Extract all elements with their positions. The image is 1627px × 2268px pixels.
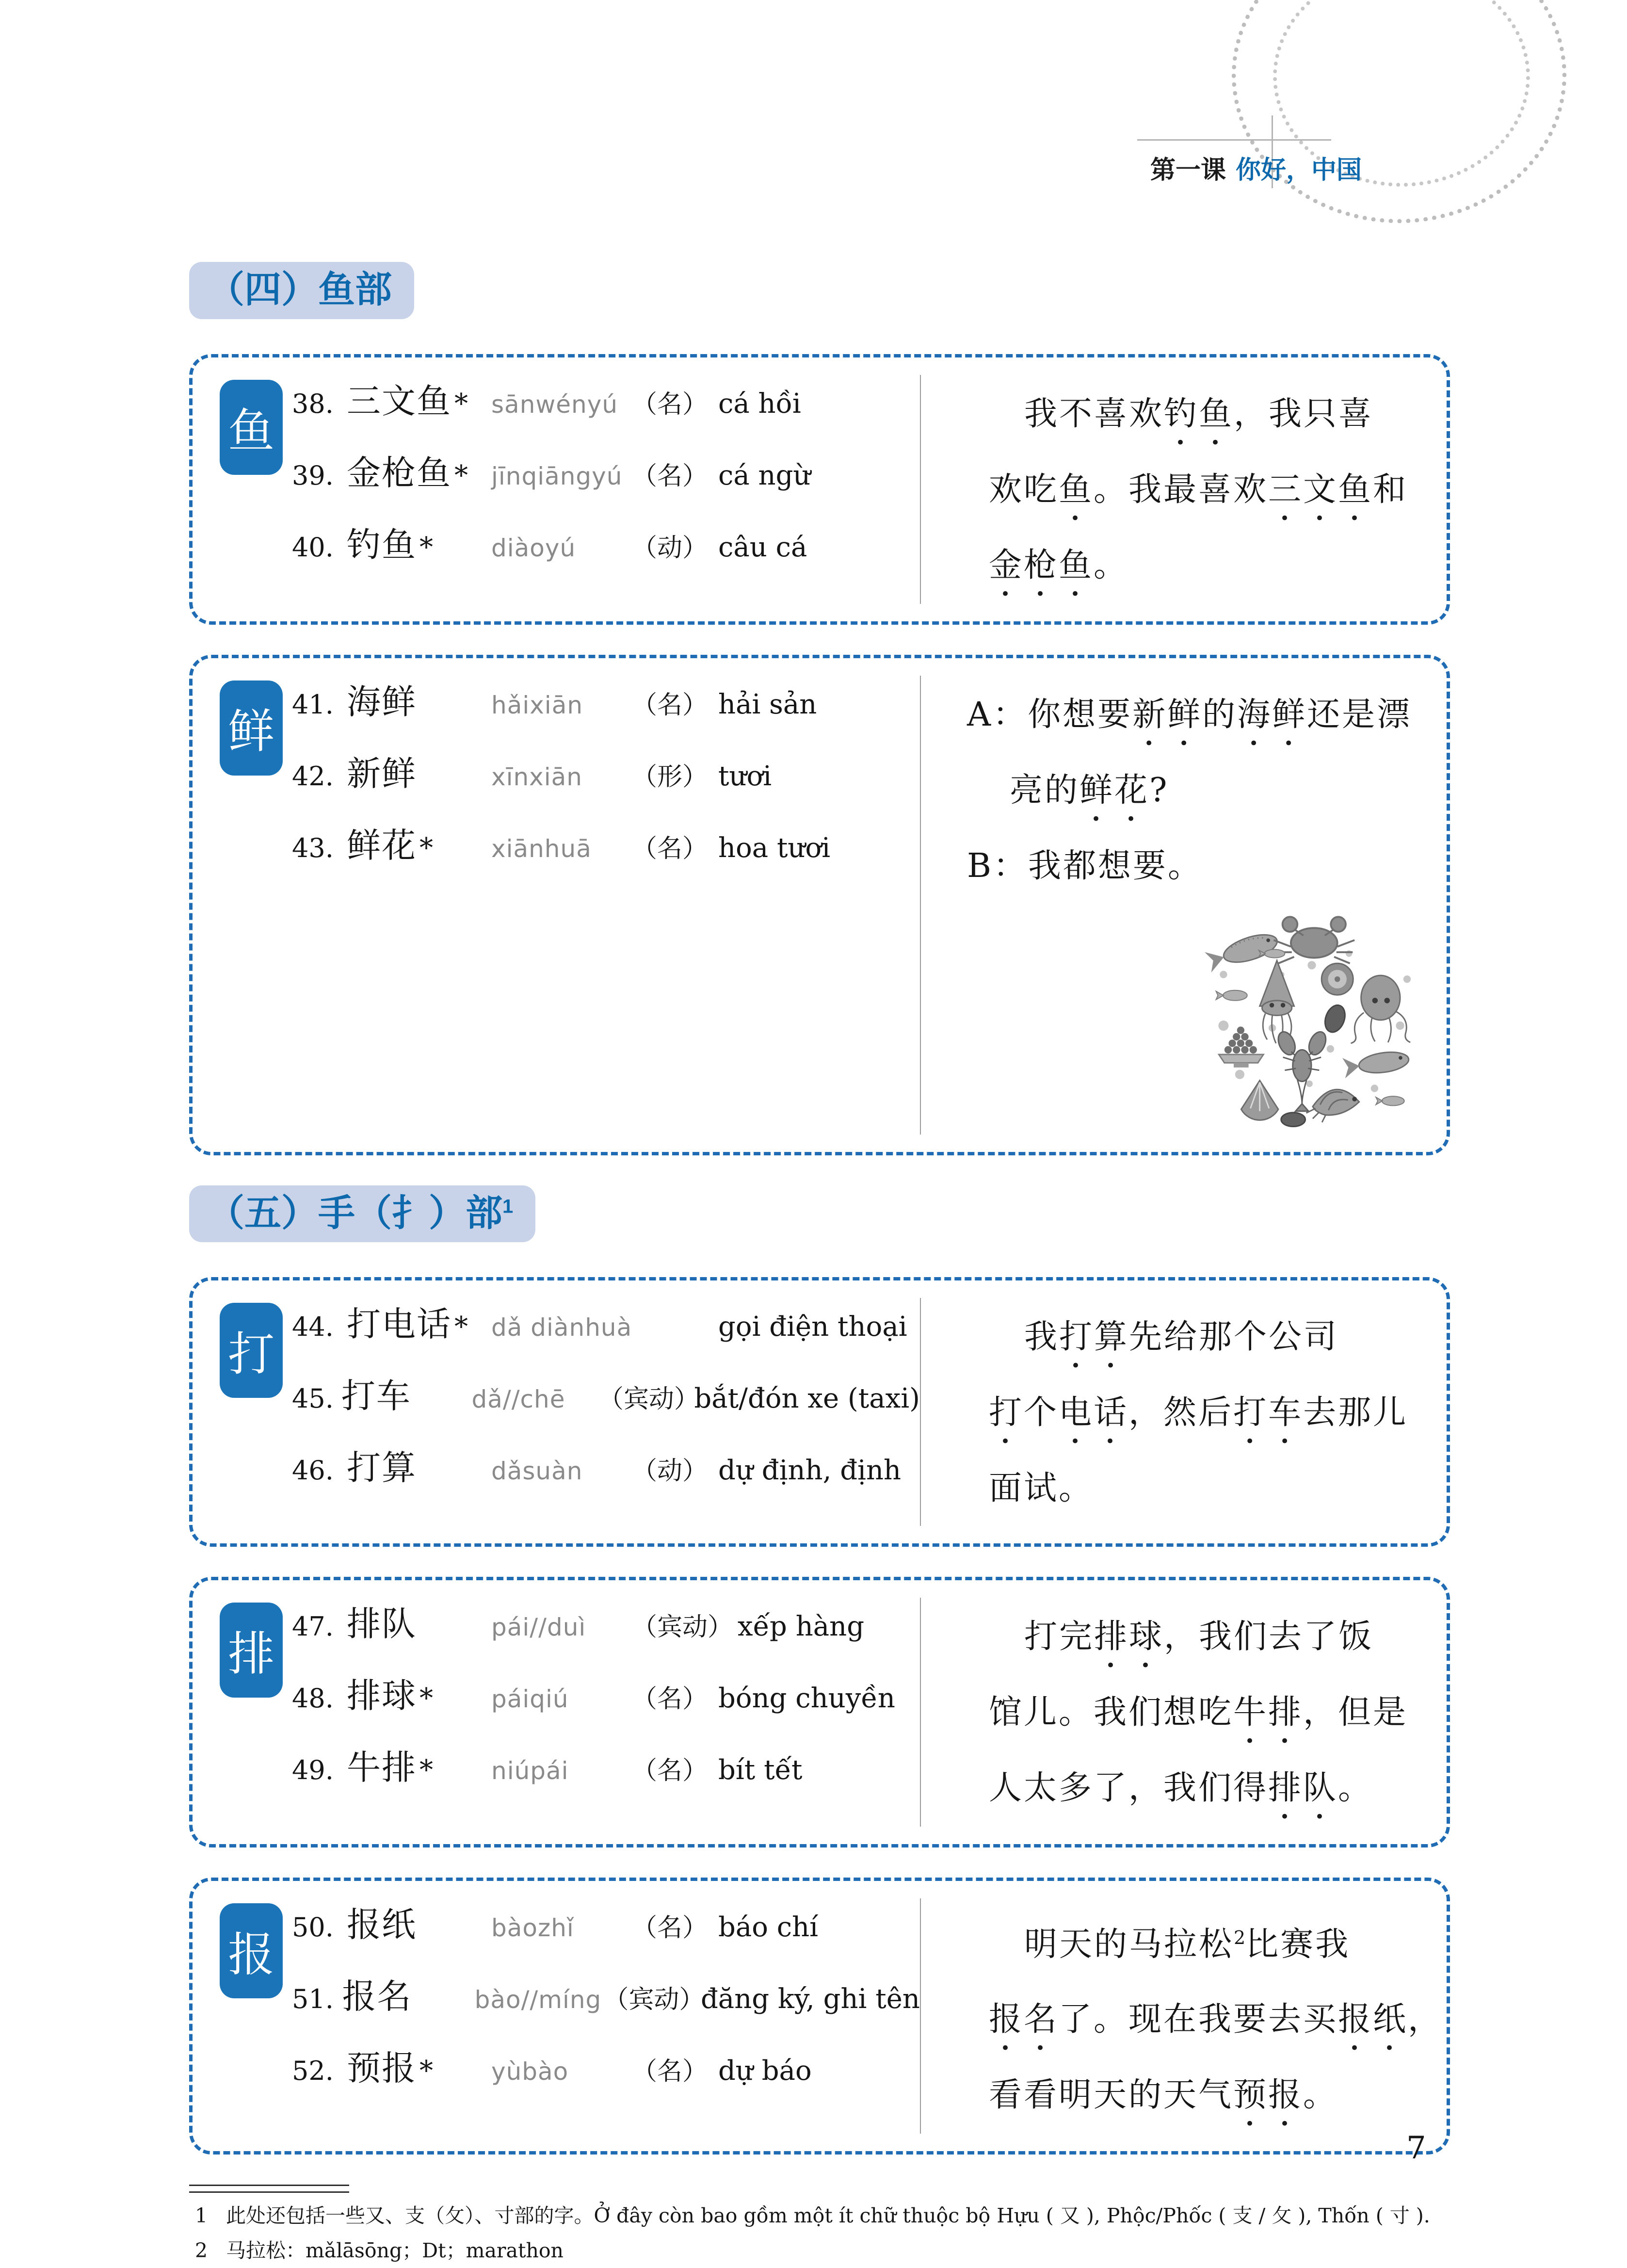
vocab-entry-row xyxy=(292,518,920,589)
example-line xyxy=(967,678,1437,753)
entry-translation: bóng chuyền xyxy=(718,1683,895,1715)
entry-pinyin: páiqiú xyxy=(491,1685,569,1714)
example-segment: 。 xyxy=(1094,546,1129,584)
entry-word-cell xyxy=(347,746,491,795)
entry-word: 钓鱼 xyxy=(347,524,417,565)
entry-word-cell xyxy=(347,675,491,724)
example-segment: ，我只喜 xyxy=(1234,394,1374,433)
example-line xyxy=(989,528,1437,604)
entry-pos: （名） xyxy=(632,1756,708,1786)
emphasized-word: 钓鱼 xyxy=(1164,394,1234,433)
entry-translation: dự định, định xyxy=(718,1455,902,1487)
example-segment: 面试。 xyxy=(989,1469,1094,1508)
vocab-entry-row xyxy=(292,1969,920,2041)
entry-translation: tươi xyxy=(718,760,772,792)
example-segment: 我不喜欢 xyxy=(1024,394,1164,433)
entry-number: 44. xyxy=(292,1312,334,1343)
emphasized-word: 牛排 xyxy=(1233,1693,1304,1732)
entry-number: 39. xyxy=(292,460,334,491)
entry-pinyin: dǎ//chē xyxy=(471,1385,565,1414)
example-segment: 。 xyxy=(1303,2075,1338,2114)
entry-translation: hoa tươi xyxy=(718,832,831,864)
sections-root xyxy=(189,262,1450,2155)
radical-badge: 报 xyxy=(220,1903,283,1998)
emphasized-word: 排队 xyxy=(1268,1769,1338,1808)
entry-number: 50. xyxy=(292,1912,334,1943)
entry-word: 三文鱼 xyxy=(347,381,451,421)
lesson-title: 你好，中国 xyxy=(1236,156,1362,184)
vocab-box xyxy=(189,1577,1450,1847)
vocab-box-example xyxy=(920,1298,1447,1526)
entry-number: 48. xyxy=(292,1683,334,1714)
vocab-box-left xyxy=(193,658,920,1152)
entry-pos: （宾动） xyxy=(598,1385,699,1414)
vocab-entry-row xyxy=(292,1597,920,1669)
example-line xyxy=(989,1376,1437,1451)
entry-word: 预报 xyxy=(347,2048,417,2089)
example-segment: 。 xyxy=(1338,1769,1373,1808)
emphasized-word: 鲜花 xyxy=(1079,771,1150,810)
emphasized-word: 打 xyxy=(989,1393,1024,1432)
entry-pos: （名） xyxy=(632,690,708,720)
footnotes-root xyxy=(189,2198,1450,2268)
entry-pos: （动） xyxy=(632,1457,708,1486)
example-line xyxy=(1010,753,1437,829)
emphasized-word: 报名 xyxy=(989,2000,1059,2039)
vocab-box-left xyxy=(193,1580,920,1844)
entry-number: 52. xyxy=(292,2056,334,2087)
entry-translation: hải sản xyxy=(718,688,817,720)
entry-pos: （形） xyxy=(632,762,708,792)
example-segment: ? xyxy=(1149,771,1169,810)
example-segment: ， xyxy=(1408,2000,1443,2039)
example-segment: 和 xyxy=(1373,470,1408,509)
entry-word-cell xyxy=(347,818,491,867)
example-line xyxy=(989,2058,1443,2134)
entry-word-cell xyxy=(347,1441,491,1490)
lesson-number-label: 第一课 xyxy=(1150,156,1226,184)
vocab-entry-row xyxy=(292,1897,920,1969)
section-label: （四）鱼部 xyxy=(208,269,392,310)
entry-word: 打电话 xyxy=(347,1304,451,1345)
vocab-box-left xyxy=(193,1881,920,2151)
entry-star: * xyxy=(454,459,469,491)
radical-badge: 鱼 xyxy=(220,380,283,475)
radical-badge: 鲜 xyxy=(220,680,283,776)
example-segment: 欢吃 xyxy=(989,470,1059,509)
entry-star: * xyxy=(419,832,434,864)
example-line xyxy=(1024,1600,1437,1675)
entry-number: 46. xyxy=(292,1455,334,1486)
emphasized-word: 海鲜 xyxy=(1237,695,1307,734)
section-header-row xyxy=(189,262,1450,354)
section-footnote-ref: 1 xyxy=(502,1196,514,1217)
vocab-box-left xyxy=(193,357,920,621)
vocab-entry-row xyxy=(292,746,920,818)
vocab-box-example xyxy=(920,375,1447,604)
example-line xyxy=(989,1451,1437,1526)
emphasized-word: 金枪鱼 xyxy=(989,546,1094,584)
example-segment: 馆儿。我们想吃 xyxy=(989,1693,1234,1732)
entry-word-cell xyxy=(347,446,491,495)
running-head xyxy=(1150,149,1362,186)
entry-pos: （名） xyxy=(632,1913,708,1943)
section-label: （五）手（扌）部 xyxy=(208,1192,502,1234)
example-text xyxy=(967,377,1437,604)
example-text xyxy=(967,1300,1437,1526)
entry-number: 43. xyxy=(292,832,334,863)
entry-translation: xếp hàng xyxy=(738,1611,865,1643)
footnote-number: 2 xyxy=(195,2238,208,2262)
entry-pos: （名） xyxy=(632,389,708,419)
radical-badge: 排 xyxy=(220,1603,283,1698)
vocab-entry-row xyxy=(292,2041,920,2113)
entry-pinyin: yùbào xyxy=(491,2057,569,2086)
footnote-separator-line xyxy=(189,2185,349,2186)
seafood-illustration xyxy=(1195,909,1428,1133)
entry-word: 报名 xyxy=(342,1976,412,2017)
example-line xyxy=(989,1982,1443,2058)
entry-word: 排队 xyxy=(347,1604,417,1644)
emphasized-word: 预报 xyxy=(1233,2075,1304,2114)
entry-translation: bít tết xyxy=(718,1754,803,1786)
example-segment: A：你想要 xyxy=(967,695,1133,734)
entry-pos: （名） xyxy=(632,1685,708,1714)
entry-translation: gọi điện thoại xyxy=(718,1311,907,1343)
example-line xyxy=(967,829,1437,904)
section-header-1 xyxy=(189,1185,535,1243)
entry-word: 新鲜 xyxy=(347,753,417,794)
example-line xyxy=(989,1675,1437,1751)
entry-star: * xyxy=(419,2055,434,2087)
vocab-box-example xyxy=(920,1898,1452,2134)
entry-word: 海鲜 xyxy=(347,681,417,722)
emphasized-word: 电话 xyxy=(1059,1393,1129,1432)
example-segment: 先给那个公司 xyxy=(1129,1318,1339,1357)
entry-word-cell xyxy=(347,518,491,567)
seafood-illustration-wrap xyxy=(967,909,1437,1134)
footnote-text: 马拉松：mǎlāsōng；Dt；marathon xyxy=(226,2238,564,2262)
entry-number: 40. xyxy=(292,532,334,563)
entry-pinyin: sānwényú xyxy=(491,390,618,419)
entry-word: 打车 xyxy=(341,1376,411,1416)
entry-pinyin: dǎsuàn xyxy=(491,1457,583,1486)
entry-word: 鲜花 xyxy=(347,825,417,865)
example-segment: 了。现在我要去买 xyxy=(1059,2000,1338,2039)
vocab-entry-row xyxy=(292,1297,920,1369)
example-segment: 明天的马拉松 xyxy=(1024,1925,1234,1964)
radical-badge: 打 xyxy=(220,1303,283,1398)
vocab-box xyxy=(189,655,1450,1155)
entry-star: * xyxy=(419,1683,434,1715)
vocab-box-left xyxy=(193,1280,920,1543)
entry-number: 51. xyxy=(292,1984,334,2015)
vocab-box xyxy=(189,354,1450,625)
emphasized-word: 新鲜 xyxy=(1132,695,1203,734)
entry-word-cell xyxy=(347,1297,491,1346)
example-text xyxy=(967,1900,1443,2134)
entry-number: 38. xyxy=(292,388,334,419)
entry-pinyin: diàoyú xyxy=(491,534,576,562)
vocab-entry-row xyxy=(292,1441,920,1512)
vocab-entry-row xyxy=(292,1369,920,1441)
entry-number: 41. xyxy=(292,689,334,720)
example-line xyxy=(989,1751,1437,1827)
entry-star: * xyxy=(419,531,434,563)
entry-pos: （名） xyxy=(632,461,708,491)
entry-pinyin: xīnxiān xyxy=(491,762,582,791)
example-segment: 亮的 xyxy=(1010,771,1080,810)
emphasized-word: 报纸 xyxy=(1338,2000,1408,2039)
example-line xyxy=(1024,1900,1443,1982)
example-segment: 人太多了，我们得 xyxy=(989,1769,1269,1808)
entry-translation: câu cá xyxy=(718,531,807,563)
entry-translation: bắt/đón xe (taxi) xyxy=(694,1383,920,1415)
entry-pinyin: xiānhuā xyxy=(491,834,592,863)
emphasized-word: 排球 xyxy=(1094,1618,1164,1656)
entry-translation: cá ngừ xyxy=(718,459,811,491)
entry-star: * xyxy=(454,388,469,420)
example-segment: ，然后 xyxy=(1128,1393,1234,1432)
entry-pos: （宾动） xyxy=(603,1985,705,2015)
entry-word-cell xyxy=(347,2041,491,2090)
entry-pinyin: niúpái xyxy=(491,1757,569,1785)
example-segment: ，我们去了饭 xyxy=(1164,1618,1374,1656)
entry-pos: （动） xyxy=(632,533,708,563)
example-segment: B：我都想要。 xyxy=(967,846,1203,885)
example-line xyxy=(1024,1300,1437,1376)
emphasized-word: 打算 xyxy=(1059,1318,1129,1357)
page-number: 7 xyxy=(1406,2130,1426,2166)
crosshair-horizontal-line xyxy=(1137,139,1331,141)
entry-pos: （宾动） xyxy=(632,1613,733,1642)
emphasized-word: 打车 xyxy=(1233,1393,1304,1432)
entry-word-cell xyxy=(347,1597,491,1646)
example-segment: 我 xyxy=(1024,1318,1060,1357)
entry-pinyin: hǎixiān xyxy=(491,691,583,719)
vocab-entry-row xyxy=(292,818,920,890)
vocab-box xyxy=(189,1277,1450,1547)
vocab-box-example xyxy=(920,1598,1447,1827)
vocab-entry-row xyxy=(292,446,920,518)
footnote-text: 此处还包括一些又、支（攵）、寸部的字。Ở đây còn bao gồm một ít chữ thuộc bộ Hựu ( 又 ), Phộc/Phốc ( 支 / 攵 ), Thốn ( 寸 ). xyxy=(226,2203,1430,2227)
entry-star: * xyxy=(454,1311,469,1343)
entry-word: 排球 xyxy=(347,1676,417,1716)
vocab-box xyxy=(189,1878,1450,2155)
entry-word-cell xyxy=(347,1740,491,1789)
footnote-ref: 2 xyxy=(1234,1927,1246,1949)
example-segment: 的 xyxy=(1202,695,1238,734)
entry-pinyin: bàozhǐ xyxy=(491,1914,574,1943)
entry-pos: （名） xyxy=(632,2057,708,2087)
vocab-entry-row xyxy=(292,1740,920,1812)
footnote xyxy=(195,2198,1450,2233)
entry-pinyin: jīnqiāngyú xyxy=(491,462,623,490)
vocab-entry-row xyxy=(292,675,920,746)
entry-word-cell xyxy=(347,1897,491,1946)
entry-number: 45. xyxy=(292,1383,334,1414)
entry-translation: đăng ký, ghi tên xyxy=(700,1983,920,2015)
section-header-0 xyxy=(189,262,414,319)
footnote-block xyxy=(189,2185,1450,2268)
example-line xyxy=(1024,377,1437,453)
example-line xyxy=(989,453,1437,528)
entry-word-cell xyxy=(347,374,491,423)
entry-pos: （名） xyxy=(632,834,708,863)
example-segment: 个 xyxy=(1024,1393,1059,1432)
example-segment: 看看明天的天气 xyxy=(989,2075,1234,2114)
entry-word: 牛排 xyxy=(347,1748,417,1788)
emphasized-word: 三文鱼 xyxy=(1268,470,1373,509)
vocab-entry-row xyxy=(292,374,920,446)
entry-translation: cá hồi xyxy=(718,388,801,420)
example-segment: 打完 xyxy=(1024,1618,1095,1656)
entry-word-cell xyxy=(347,1669,491,1717)
entry-word: 报纸 xyxy=(347,1905,417,1945)
entry-star: * xyxy=(419,1754,434,1786)
example-text xyxy=(967,678,1437,904)
example-text xyxy=(967,1600,1437,1827)
entry-word-cell xyxy=(342,1969,475,2018)
example-segment: 比赛我 xyxy=(1245,1925,1351,1964)
entry-number: 49. xyxy=(292,1755,334,1786)
entry-word-cell xyxy=(341,1369,472,1418)
footnote-number: 1 xyxy=(195,2203,208,2227)
example-segment: 还是漂 xyxy=(1307,695,1412,734)
example-segment: 。我最喜欢 xyxy=(1094,470,1269,509)
footnote-separator-line xyxy=(189,2191,349,2193)
vocabulary-content xyxy=(189,262,1450,2268)
entry-translation: báo chí xyxy=(718,1912,819,1944)
footnote xyxy=(195,2233,1450,2268)
entry-pinyin: dǎ diànhuà xyxy=(491,1313,632,1342)
entry-pinyin: bào//míng xyxy=(474,1986,602,2014)
entry-translation: dự báo xyxy=(718,2055,812,2087)
emphasized-word: 鱼 xyxy=(1059,470,1094,509)
example-segment: ，但是 xyxy=(1303,1693,1408,1732)
entry-word: 打算 xyxy=(347,1448,417,1488)
entry-word: 金枪鱼 xyxy=(347,453,451,493)
entry-pinyin: pái//duì xyxy=(491,1613,586,1642)
example-segment: 去那儿 xyxy=(1303,1393,1408,1432)
section-header-row xyxy=(189,1185,1450,1278)
entry-number: 47. xyxy=(292,1611,334,1642)
vocab-box-example xyxy=(920,676,1447,1134)
vocab-entry-row xyxy=(292,1669,920,1740)
entry-number: 42. xyxy=(292,761,334,792)
